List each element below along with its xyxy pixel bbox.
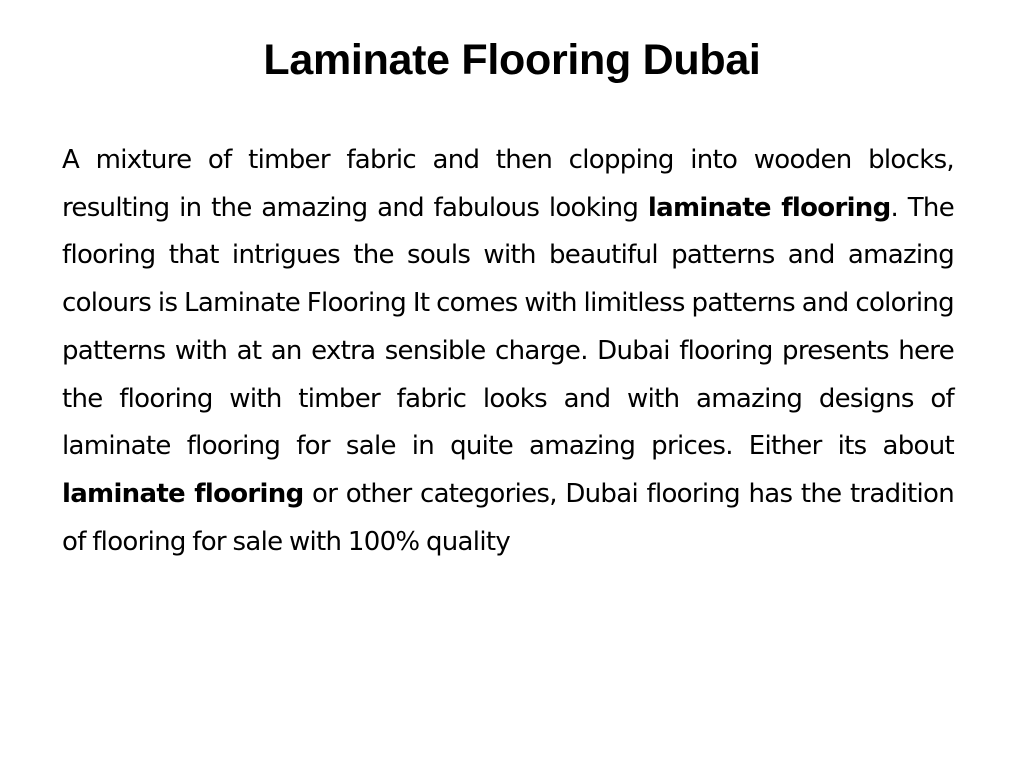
slide-title: Laminate Flooring Dubai (263, 36, 761, 84)
slide-body-paragraph (62, 137, 954, 566)
bold-keyword-laminate-flooring-1: laminate flooring (647, 192, 891, 223)
paragraph-text-part-1: A mixture of timber fabric and then clopping into wooden blocks, resulting in the amazing and fabulous looking (62, 145, 954, 223)
bold-keyword-laminate-flooring-2: laminate flooring (62, 478, 304, 509)
paragraph-text-part-2: . The flooring that intrigues the souls with beautiful patterns and amazing colours is Laminate Flooring It comes with limitless patterns and coloring patterns with at an extra sensible charge. Dubai flooring presents here the flooring with timber fabric looks and with amazing designs of laminate flooring for sale in quite amazing prices. Either its about (62, 192, 954, 462)
paragraph-text-part-3: or other categories, Dubai flooring has the tradition of flooring for sale with 100% quality (62, 478, 954, 557)
